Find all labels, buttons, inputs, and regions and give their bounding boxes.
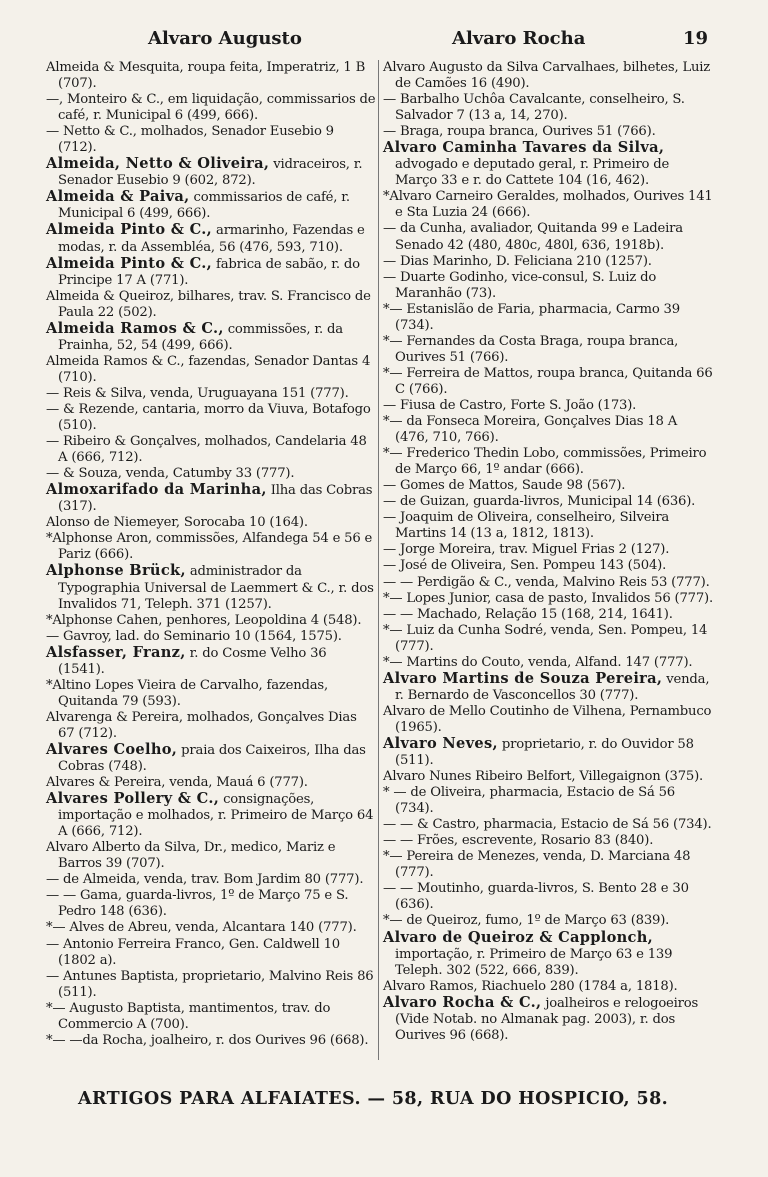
directory-entry <box>46 531 376 563</box>
entry-text: — de Guizan, guarda-livros, Municipal 14 (636). <box>383 494 696 510</box>
entry-text: — — Gama, guarda-livros, 1º de Março 75 e S. Pedro 148 (636). <box>46 888 349 920</box>
entry-text: *— Augusto Baptista, mantimentos, trav. do Commercio A (700). <box>46 1000 331 1032</box>
entry-text: Alvares & Pereira, venda, Mauá 6 (777). <box>46 775 308 791</box>
page-header <box>0 28 768 52</box>
entry-name: Almeida Pinto & C., <box>46 221 213 239</box>
entry-text: fabrica de sabão, r. do Principe 17 A (771). <box>58 256 360 288</box>
directory-entry <box>383 849 713 881</box>
directory-entry <box>46 629 376 645</box>
entry-text: — — Moutinho, guarda-livros, S. Bento 28 e 30 (636). <box>383 881 689 913</box>
entry-text: Alonso de Niemeyer, Sorocaba 10 (164). <box>46 515 308 531</box>
entry-text: joalheiros e relogoeiros (Vide Notab. no Almanak pag. 2003), r. dos Ourives 96 (668). <box>395 995 699 1043</box>
directory-entry <box>46 515 376 531</box>
entry-text: — Netto & C., molhados, Senador Eusebio 9 (712). <box>46 124 334 156</box>
directory-entry <box>46 386 376 402</box>
entry-text: — Reis & Silva, venda, Uruguayana 151 (777). <box>46 385 349 401</box>
entry-text: advogado e deputado geral, r. Primeiro de Março 33 e r. do Cattete 104 (16, 462). <box>395 157 670 189</box>
entry-text: praia dos Caixeiros, Ilha das Cobras (748). <box>58 742 366 775</box>
directory-entry <box>383 655 713 671</box>
entry-name: Alvaro Rocha & C., <box>383 993 542 1011</box>
directory-entry <box>46 613 376 629</box>
entry-text: — Dias Marinho, D. Feliciana 210 (1257). <box>383 253 652 269</box>
entry-text: *— Frederico Thedin Lobo, commissões, Primeiro de Março 66, 1º andar (666). <box>383 446 707 478</box>
entry-name: Alvaro Neves, <box>383 734 498 752</box>
entry-name: Alvares Coelho, <box>46 740 178 758</box>
entry-name: Almoxarifado da Marinha, <box>46 481 267 499</box>
directory-entry <box>46 92 376 124</box>
entry-name: Almeida Ramos & C., <box>46 319 224 337</box>
entry-text: Alvaro de Mello Coutinho de Vilhena, Pernambuco (1965). <box>383 703 712 735</box>
directory-entry <box>383 302 713 334</box>
entry-text: importação, r. Primeiro de Março 63 e 139 Teleph. 302 (522, 666, 839). <box>395 946 673 978</box>
directory-entry <box>383 979 713 995</box>
entry-text: Ilha das Cobras (317). <box>58 483 373 515</box>
directory-entry <box>383 881 713 913</box>
entry-text: *— da Fonseca Moreira, Gonçalves Dias 18 A (476, 710, 766). <box>383 414 678 446</box>
directory-entry <box>46 563 376 612</box>
directory-entry <box>383 607 713 623</box>
entry-text: *Alphonse Aron, commissões, Alfandega 54 e 56 e Pariz (666). <box>46 531 373 563</box>
directory-entry <box>383 494 713 510</box>
directory-entry <box>46 402 376 434</box>
entry-text: *— Lopes Junior, casa de pasto, Invalidos 56 (777). <box>383 590 713 606</box>
directory-entry <box>46 872 376 888</box>
directory-entry <box>46 124 376 156</box>
entry-text: vidraceiros, r. Senador Eusebio 9 (602, 872). <box>58 157 363 189</box>
entry-text: — — Machado, Relação 15 (168, 214, 1641). <box>383 606 673 622</box>
directory-entry <box>383 558 713 574</box>
entry-text: Almeida Ramos & C., fazendas, Senador Dantas 4 (710). <box>46 353 371 385</box>
directory-entry <box>46 1033 376 1049</box>
directory-entry <box>383 221 713 253</box>
entry-name: Alvaro Martins de Souza Pereira, <box>383 669 663 687</box>
directory-entry <box>383 736 713 769</box>
directory-entry <box>46 482 376 515</box>
entry-name: Almeida & Paiva, <box>46 188 190 206</box>
directory-entry <box>383 704 713 736</box>
entry-text: *— —da Rocha, joalheiro, r. dos Ourives 96 (668). <box>46 1032 369 1048</box>
entry-text: — José de Oliveira, Sen. Pompeu 143 (504). <box>383 558 667 574</box>
directory-entry <box>383 189 713 221</box>
entry-name: Almeida, Netto & Oliveira, <box>46 155 270 173</box>
entry-text: — & Souza, venda, Catumby 33 (777). <box>46 466 295 482</box>
column-divider <box>378 60 379 1060</box>
directory-entry <box>383 254 713 270</box>
entry-text: — Ribeiro & Gonçalves, molhados, Candelaria 48 A (666, 712). <box>46 434 367 466</box>
footer-advertisement: ARTIGOS PARA ALFAIATES. — 58, RUA DO HOSPICIO, 58. <box>78 1089 669 1109</box>
entry-text: — — & Castro, pharmacia, Estacio de Sá 56 (734). <box>383 817 712 833</box>
entry-text: * — de Oliveira, pharmacia, Estacio de Sá 56 (734). <box>383 785 675 817</box>
directory-entry <box>383 140 713 189</box>
directory-entry <box>383 913 713 929</box>
entry-text: commissões, r. da Prainha, 52, 54 (499, 666). <box>58 321 343 353</box>
directory-entry <box>383 124 713 140</box>
directory-entry <box>383 60 713 92</box>
entry-text: — Duarte Godinho, vice-consul, S. Luiz do Maranhão (73). <box>383 269 657 301</box>
directory-entry <box>383 270 713 302</box>
directory-entry <box>46 289 376 321</box>
directory-entry <box>46 742 376 775</box>
directory-entry <box>383 623 713 655</box>
entry-name: Almeida Pinto & C., <box>46 254 213 272</box>
entry-text: *Alphonse Cahen, penhores, Leopoldina 4 (548). <box>46 612 362 628</box>
left-column <box>46 60 376 1049</box>
entry-text: consignações, importação e molhados, r. Primeiro de Março 64 A (666, 712). <box>58 792 374 840</box>
directory-entry <box>46 920 376 936</box>
directory-entry <box>46 969 376 1001</box>
directory-entry <box>383 414 713 446</box>
entry-text: *— Ferreira de Mattos, roupa branca, Quitanda 66 C (766). <box>383 365 713 397</box>
directory-entry <box>46 791 376 840</box>
directory-entry <box>46 937 376 969</box>
directory-entry <box>383 366 713 398</box>
entry-text: — Fiusa de Castro, Forte S. João (173). <box>383 397 637 413</box>
entry-text: *— de Queiroz, fumo, 1º de Março 63 (839). <box>383 913 670 929</box>
directory-entry <box>46 466 376 482</box>
entry-text: — Jorge Moreira, trav. Miguel Frias 2 (127). <box>383 542 670 558</box>
directory-entry <box>46 775 376 791</box>
directory-entry <box>46 888 376 920</box>
entry-text: *— Luiz da Cunha Sodré, venda, Sen. Pompeu, 14 (777). <box>383 622 708 654</box>
directory-entry <box>383 542 713 558</box>
entry-text: *— Estanislão de Faria, pharmacia, Carmo 39 (734). <box>383 301 680 333</box>
entry-text: — da Cunha, avaliador, Quitanda 99 e Ladeira Senado 42 (480, 480c, 480l, 636, 1918b). <box>383 221 683 253</box>
directory-entry <box>383 478 713 494</box>
entry-name: Alvaro Caminha Tavares da Silva, <box>383 139 665 157</box>
directory-entry <box>383 995 713 1044</box>
entry-text: Alvaro Alberto da Silva, Dr., medico, Mariz e Barros 39 (707). <box>46 840 336 872</box>
header-left-entry: Alvaro Augusto <box>148 28 302 49</box>
entry-text: *Alvaro Carneiro Geraldes, molhados, Ourives 141 e Sta Luzia 24 (666). <box>383 189 713 221</box>
directory-entry <box>46 710 376 742</box>
entry-text: — Joaquim de Oliveira, conselheiro, Silveira Martins 14 (13 a, 1812, 1813). <box>383 510 670 542</box>
entry-text: — Antunes Baptista, proprietario, Malvino Reis 86 (511). <box>46 968 374 1000</box>
entry-name: Alsfasser, Franz, <box>46 643 186 661</box>
directory-entry <box>383 785 713 817</box>
page-number: 19 <box>683 28 709 49</box>
entry-text: *— Martins do Couto, venda, Alfand. 147 (777). <box>383 654 693 670</box>
entry-name: Alvares Pollery & C., <box>46 790 220 808</box>
entry-text: r. do Cosme Velho 36 (1541). <box>58 645 327 677</box>
directory-entry <box>46 256 376 289</box>
entry-text: *Altino Lopes Vieira de Carvalho, fazendas, Quitanda 79 (593). <box>46 677 328 709</box>
entry-text: Alvaro Ramos, Riachuelo 280 (1784 a, 1818). <box>383 978 678 994</box>
entry-text: — Gavroy, lad. do Seminario 10 (1564, 1575). <box>46 628 342 644</box>
entry-text: venda, r. Bernardo de Vasconcellos 30 (777). <box>395 671 710 703</box>
entry-text: Almeida & Mesquita, roupa feita, Imperatriz, 1 B (707). <box>46 60 366 92</box>
entry-text: — & Rezende, cantaria, morro da Viuva, Botafogo (510). <box>46 401 371 434</box>
entry-name: Alphonse Brück, <box>46 562 186 580</box>
header-center-entry: Alvaro Rocha <box>452 28 586 49</box>
entry-text: — Antonio Ferreira Franco, Gen. Caldwell 10 (1802 a). <box>46 936 340 968</box>
directory-entry <box>383 575 713 591</box>
directory-entry <box>46 222 376 255</box>
entry-text: — de Almeida, venda, trav. Bom Jardim 80 (777). <box>46 872 364 888</box>
entry-name: Alvaro de Queiroz & Capplonch, <box>383 928 654 946</box>
directory-entry <box>383 510 713 542</box>
directory-entry <box>383 591 713 607</box>
entry-text: Almeida & Queiroz, bilhares, trav. S. Francisco de Paula 22 (502). <box>46 288 371 320</box>
directory-entry <box>383 930 713 979</box>
directory-entry <box>383 446 713 478</box>
directory-entry <box>383 817 713 833</box>
entry-text: —, Monteiro & C., em liquidação, commissarios de café, r. Municipal 6 (499, 666). <box>46 92 376 124</box>
directory-entry <box>46 189 376 222</box>
directory-entry <box>46 156 376 189</box>
directory-entry <box>46 645 376 678</box>
entry-text: *— Pereira de Menezes, venda, D. Marciana 48 (777). <box>383 849 691 881</box>
entry-text: — Braga, roupa branca, Ourives 51 (766). <box>383 124 656 140</box>
directory-entry <box>46 1001 376 1033</box>
directory-entry <box>383 671 713 704</box>
directory-entry <box>383 92 713 124</box>
directory-entry <box>46 321 376 354</box>
directory-entry <box>383 769 713 785</box>
entry-text: — Barbalho Uchôa Cavalcante, conselheiro, S. Salvador 7 (13 a, 14, 270). <box>383 92 685 124</box>
entry-text: commissarios de café, r. Municipal 6 (499, 666). <box>58 190 350 222</box>
entry-text: — — Frões, escrevente, Rosario 83 (840). <box>383 833 654 849</box>
entry-text: administrador da Typographia Universal de Laemmert & C., r. dos Invalidos 71, Teleph. 371 (1257). <box>58 564 374 612</box>
entry-text: proprietario, r. do Ouvidor 58 (511). <box>395 736 694 769</box>
entry-text: — Gomes de Mattos, Saude 98 (567). <box>383 478 626 494</box>
entry-text: armarinho, Fazendas e modas, r. da Assembléa, 56 (476, 593, 710). <box>58 223 365 255</box>
directory-entry <box>46 434 376 466</box>
entry-text: *— Fernandes da Costa Braga, roupa branca, Ourives 51 (766). <box>383 333 679 365</box>
right-column <box>383 60 713 1044</box>
directory-entry <box>46 840 376 872</box>
directory-entry <box>383 398 713 414</box>
directory-entry <box>383 334 713 366</box>
directory-entry <box>46 60 376 92</box>
directory-entry <box>383 833 713 849</box>
entry-text: Alvaro Nunes Ribeiro Belfort, Villegaignon (375). <box>383 769 704 785</box>
directory-entry <box>46 678 376 710</box>
entry-text: — — Perdigão & C., venda, Malvino Reis 53 (777). <box>383 574 710 590</box>
entry-text: *— Alves de Abreu, venda, Alcantara 140 (777). <box>46 920 357 936</box>
entry-text: Alvarenga & Pereira, molhados, Gonçalves Dias 67 (712). <box>46 709 357 741</box>
directory-entry <box>46 354 376 386</box>
entry-text: Alvaro Augusto da Silva Carvalhaes, bilhetes, Luiz de Camões 16 (490). <box>383 60 711 92</box>
